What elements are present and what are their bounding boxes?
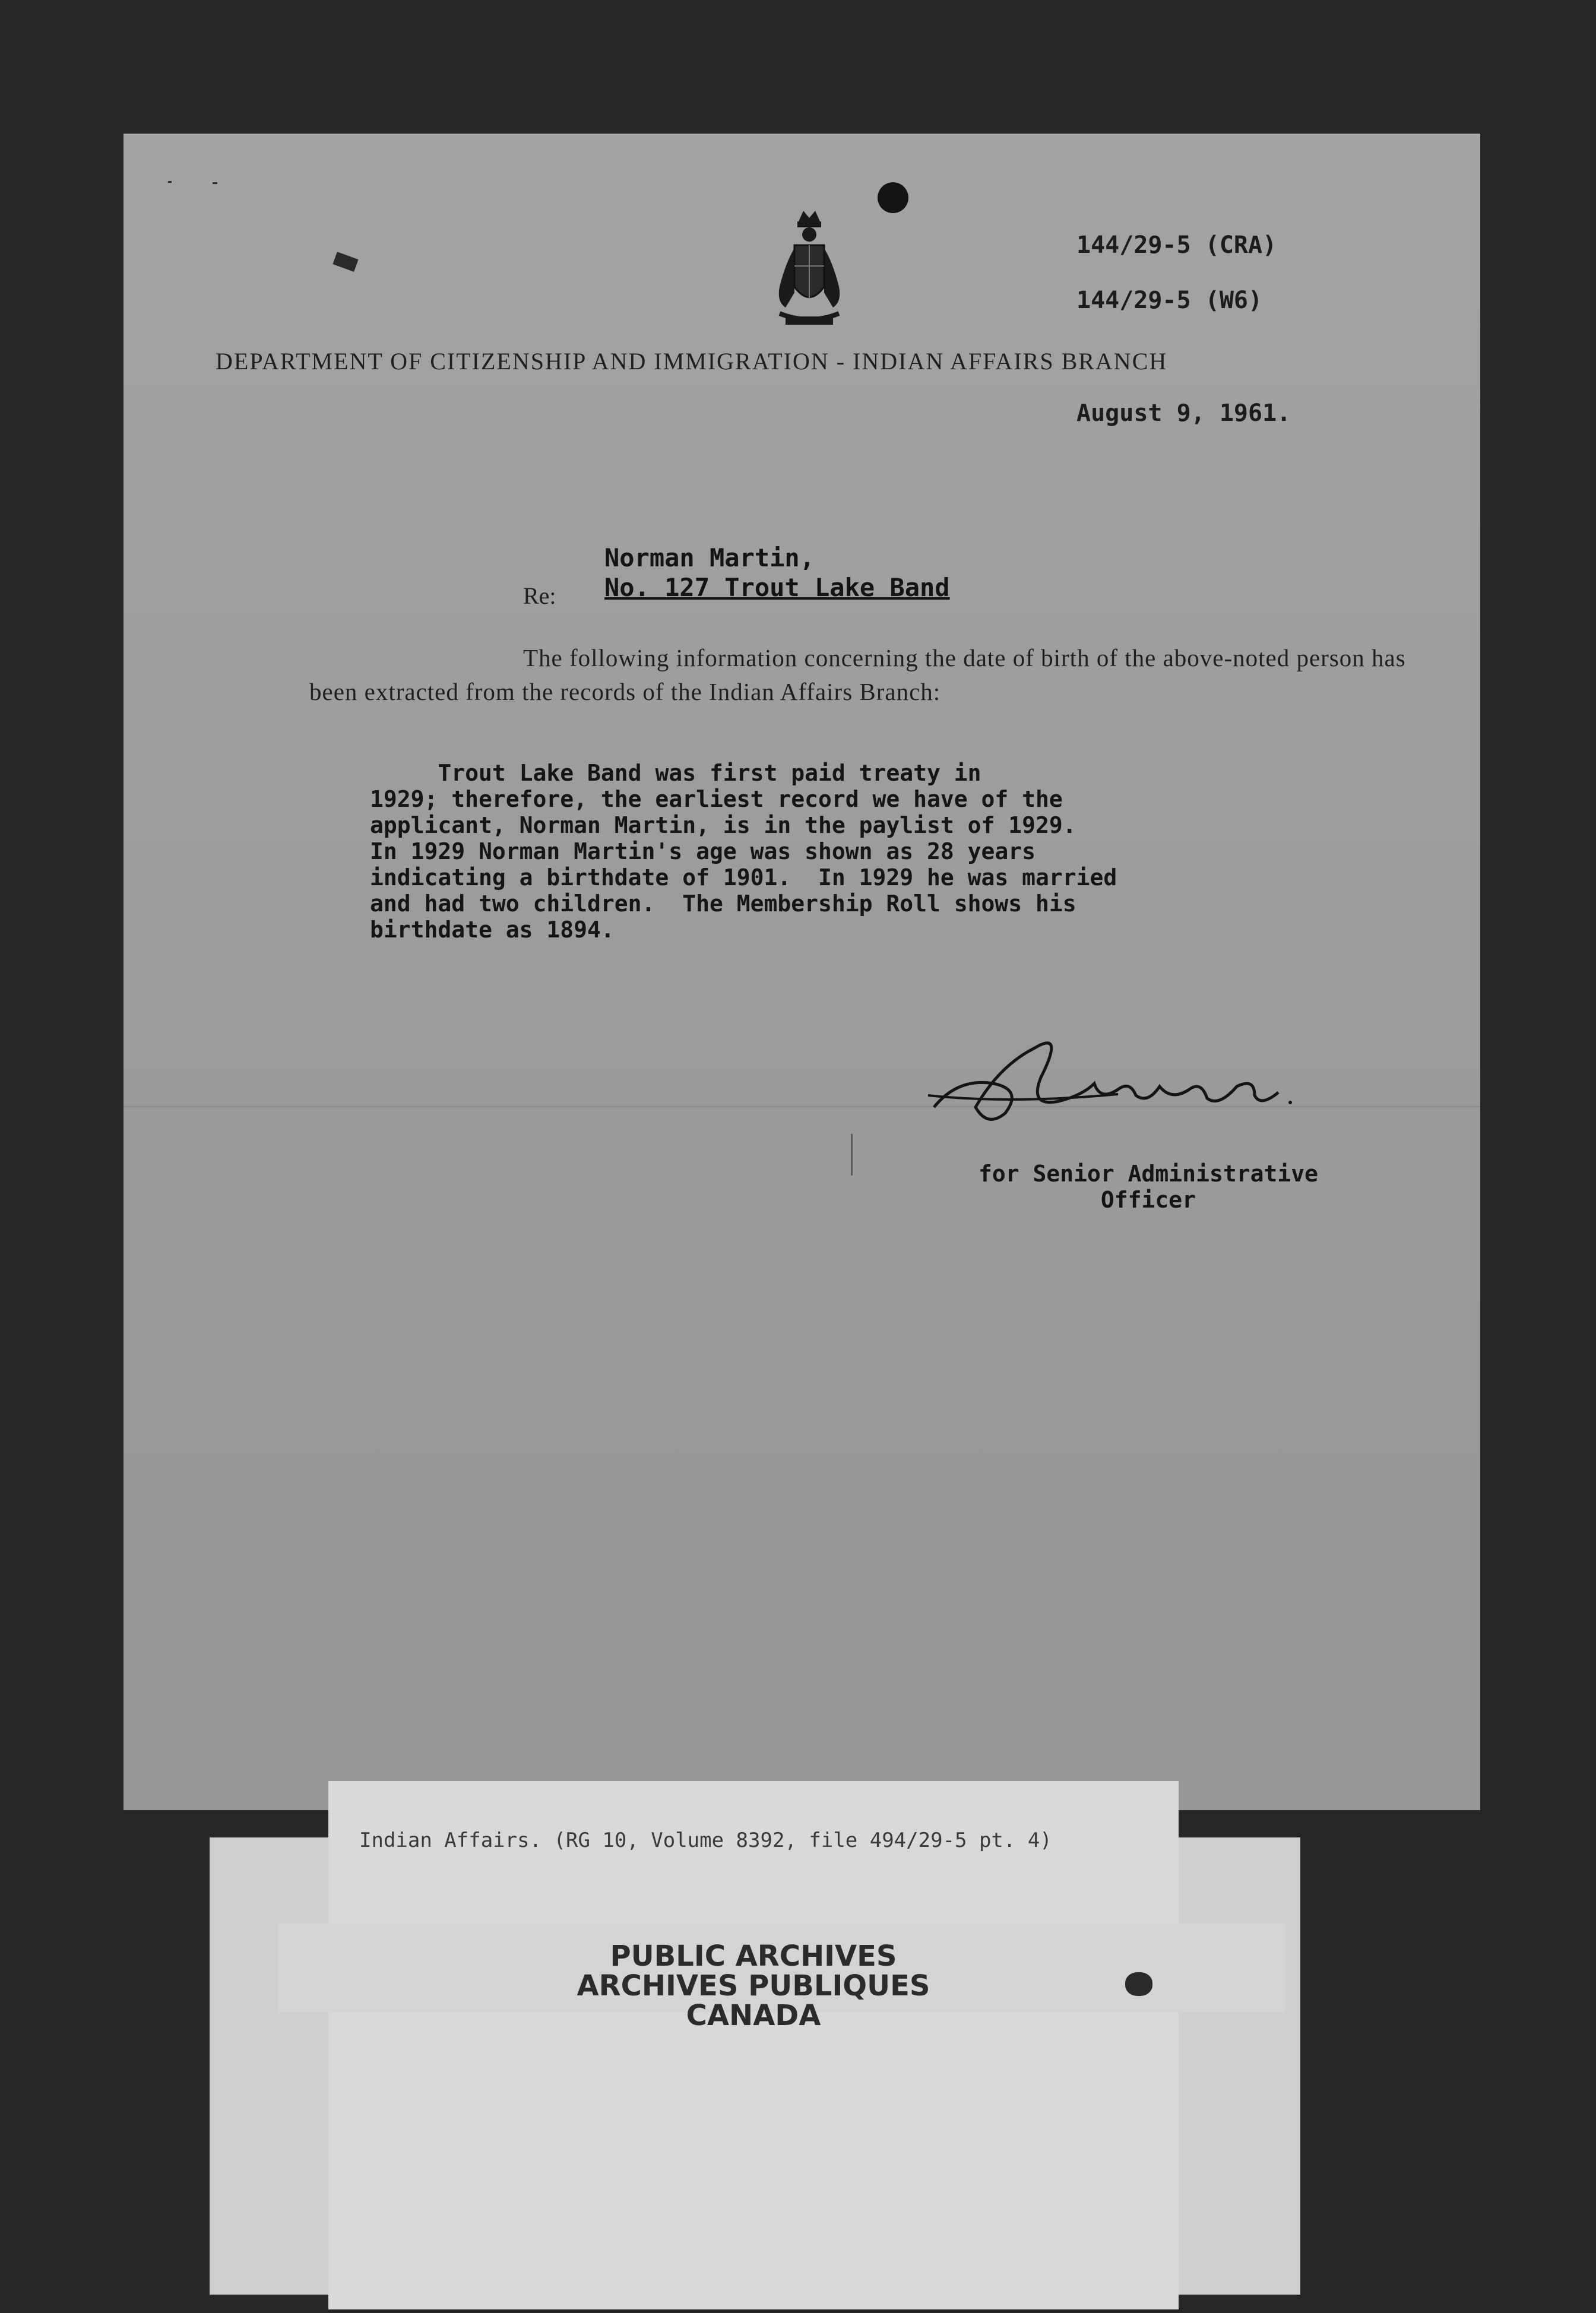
letter-date: August 9, 1961. — [1076, 400, 1291, 427]
ink-tick — [851, 1134, 853, 1175]
re-subject-name: Norman Martin, — [604, 543, 815, 572]
file-reference: 144/29-5 (CRA) — [1076, 232, 1277, 259]
archives-stamp: PUBLIC ARCHIVES ARCHIVES PUBLIQUES CANADA — [577, 1940, 930, 2032]
re-label: Re: — [523, 582, 556, 609]
file-reference: 144/29-5 (W6) — [1076, 287, 1263, 314]
archive-label-card — [328, 1781, 1179, 2309]
intro-paragraph: The following information concerning the date of birth of the above-noted person has been extracted from the records of the Indian Affairs Branch: — [309, 644, 1406, 705]
coat-of-arms-icon — [762, 198, 857, 340]
re-subject-band: No. 127 Trout Lake Band — [604, 573, 950, 602]
archive-citation: Indian Affairs. (RG 10, Volume 8392, file 494/29-5 pt. 4) — [359, 1829, 1052, 1852]
letter-page — [124, 134, 1480, 1810]
handwritten-signature — [922, 1024, 1427, 1131]
signature-title: for Senior Administrative Officer — [978, 1161, 1318, 1213]
speck — [168, 181, 172, 183]
speck — [213, 182, 217, 184]
body-paragraph: Trout Lake Band was first paid treaty in 1929; therefore, the earliest record we have of the applicant, Norman Martin, is in the paylist of 1929. In 1929 Norman Martin's age was shown as 28 years indicating a birthdate of 1901. In 1929 he was married and had two children. The Membership Roll shows his birthdate as 1894. — [370, 760, 1117, 943]
department-heading: DEPARTMENT OF CITIZENSHIP AND IMMIGRATION - INDIAN AFFAIRS BRANCH — [216, 348, 1168, 375]
punch-hole — [878, 182, 908, 213]
ink-mark — [332, 252, 358, 272]
